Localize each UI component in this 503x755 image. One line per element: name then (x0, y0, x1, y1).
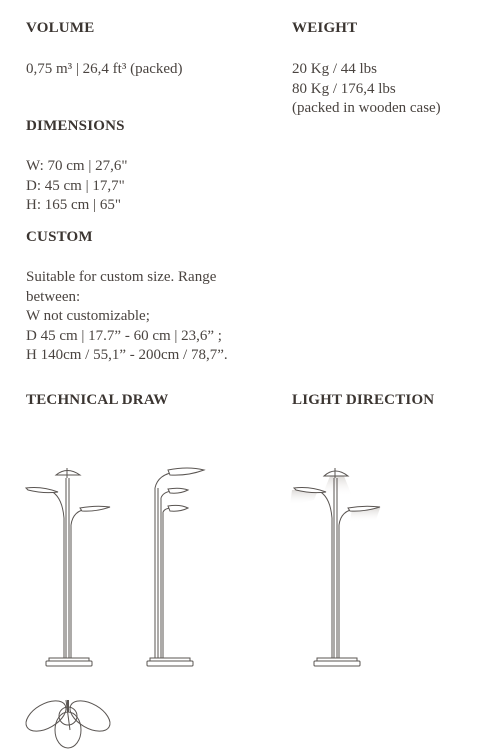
custom-line: W not customizable; (26, 308, 150, 324)
custom-line: H 140cm / 55,1” - 200cm / 78,7”. (26, 347, 228, 363)
custom-line: between: (26, 288, 81, 305)
custom-heading: CUSTOM (26, 229, 93, 245)
light-direction-drawing (290, 468, 380, 666)
volume-value: 0,75 m³ | 26,4 ft³ (packed) (26, 61, 183, 77)
dimension-line: W: 70 cm | 27,6" (26, 158, 128, 174)
custom-line: D 45 cm | 17.7” - 60 cm | 23,6” ; (26, 327, 222, 344)
dimensions-heading: DIMENSIONS (26, 118, 125, 134)
volume-heading: VOLUME (26, 20, 95, 36)
light-direction-heading: LIGHT DIRECTION (292, 392, 435, 408)
dimension-line: D: 45 cm | 17,7" (26, 177, 125, 194)
side-view-drawing (147, 468, 204, 666)
front-view-drawing (26, 468, 110, 666)
weight-line: (packed in wooden case) (292, 100, 441, 116)
custom-line: Suitable for custom size. Range (26, 269, 217, 285)
technical-draw-heading: TECHNICAL DRAW (26, 392, 169, 408)
dimension-line: H: 165 cm | 65" (26, 197, 121, 213)
top-view-drawing (21, 695, 115, 748)
weight-line: 20 Kg / 44 lbs (292, 61, 378, 77)
weight-heading: WEIGHT (292, 20, 358, 36)
weight-line: 80 Kg / 176,4 lbs (292, 80, 396, 97)
